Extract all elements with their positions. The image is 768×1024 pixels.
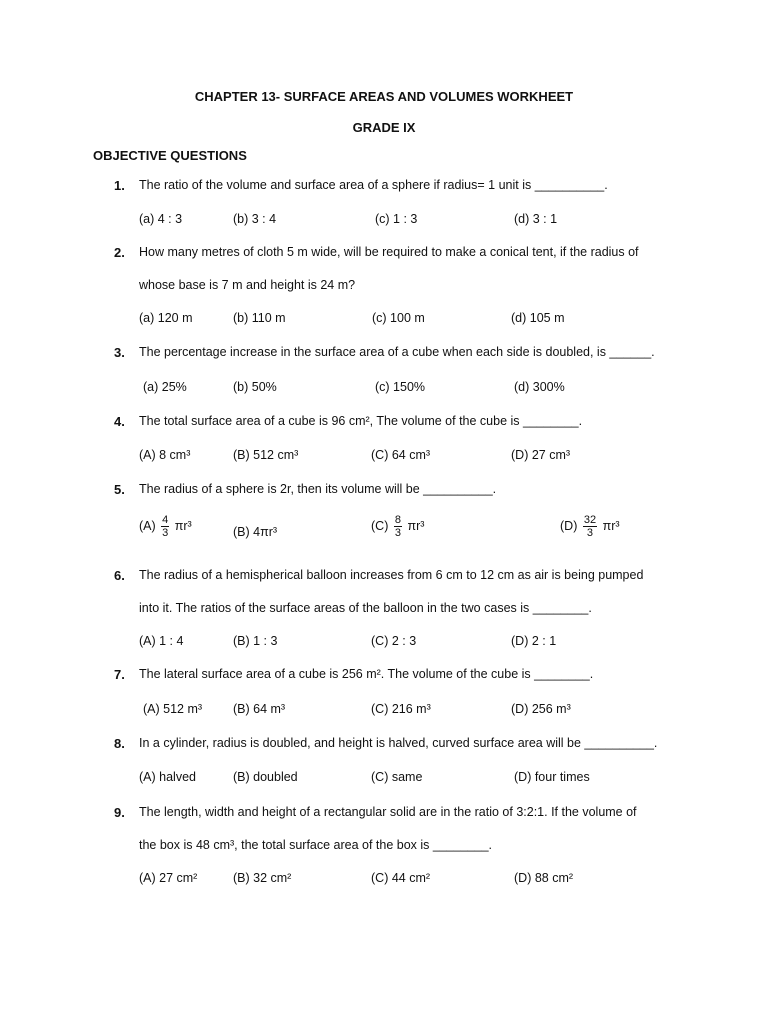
option-label: (A) [139,518,156,533]
grade-label: GRADE IX [352,120,416,135]
question-8-option-b: (B) doubled [233,770,298,784]
question-9-option-a: (A) 27 cm² [139,871,198,885]
question-2-text-line-2: whose base is 7 m and height is 24 m? [139,278,356,292]
question-2-option-d: (d) 105 m [511,311,565,325]
fraction [394,514,402,539]
question-2-number: 2. [114,245,125,260]
fraction-denominator: 3 [586,527,594,539]
question-2-text-line-1: How many metres of cloth 5 m wide, will be required to make a conical tent, if the radius of [139,245,639,259]
option-label: (D) [560,518,578,533]
question-1-option-b: (b) 3 : 4 [233,212,277,226]
fraction-numerator: 8 [394,514,401,526]
option-tail: πr³ [407,518,425,533]
question-3-option-c: (c) 150% [375,380,426,394]
question-7-number: 7. [114,667,125,682]
question-9-number: 9. [114,805,125,820]
question-1-option-a: (a) 4 : 3 [139,212,183,226]
question-6-option-b: (B) 1 : 3 [233,634,278,648]
question-3-number: 3. [114,345,125,360]
question-7-option-c: (C) 216 m³ [371,702,431,716]
question-4-option-b: (B) 512 cm³ [233,448,299,462]
question-9-option-d: (D) 88 cm² [514,871,574,885]
question-2-option-c: (c) 100 m [372,311,425,325]
question-8-number: 8. [114,736,125,751]
question-8-text: In a cylinder, radius is doubled, and height is halved, curved surface area will be __________. [139,736,658,750]
worksheet-title: CHAPTER 13- SURFACE AREAS AND VOLUMES WORKHEET [194,89,574,104]
fraction-numerator: 4 [162,514,169,526]
question-5-text: The radius of a sphere is 2r, then its volume will be __________. [139,482,497,496]
option-label: (C) [371,518,389,533]
option-tail: πr³ [174,518,192,533]
question-7-option-a: (A) 512 m³ [143,702,203,716]
question-8-option-d: (D) four times [514,770,590,784]
question-6-option-a: (A) 1 : 4 [139,634,184,648]
question-9-text-line-2: the box is 48 cm³, the total surface area of the box is ________. [139,838,492,852]
question-6-text-line-2: into it. The ratios of the surface areas of the balloon in the two cases is ________. [139,601,592,615]
question-9-option-c: (C) 44 cm² [371,871,431,885]
question-5-number: 5. [114,482,125,497]
question-5-option-d [560,514,620,539]
question-4-option-c: (C) 64 cm³ [371,448,431,462]
question-4-number: 4. [114,414,125,429]
question-8-option-a: (A) halved [139,770,196,784]
question-7-option-b: (B) 64 m³ [233,702,286,716]
question-5-option-a [139,514,192,539]
question-2-option-a: (a) 120 m [139,311,193,325]
question-1-option-d: (d) 3 : 1 [514,212,558,226]
question-2-option-b: (b) 110 m [233,311,286,325]
fraction-denominator: 3 [162,527,169,539]
question-3-text: The percentage increase in the surface area of a cube when each side is doubled, is ______. [139,345,655,359]
question-6-number: 6. [114,568,125,583]
question-9-text-line-1: The length, width and height of a rectangular solid are in the ratio of 3:2:1. If the volume of [139,805,637,819]
question-8-option-c: (C) same [371,770,423,784]
question-3-option-d: (d) 300% [514,380,565,394]
question-1-option-c: (c) 1 : 3 [375,212,418,226]
question-3-option-a: (a) 25% [143,380,187,394]
question-9-option-b: (B) 32 cm² [233,871,292,885]
question-4-text: The total surface area of a cube is 96 cm², The volume of the cube is ________. [139,414,583,428]
question-6-text-line-1: The radius of a hemispherical balloon increases from 6 cm to 12 cm as air is being pumped [139,568,644,582]
question-7-text: The lateral surface area of a cube is 256 m². The volume of the cube is ________. [139,667,594,681]
fraction-numerator: 32 [583,514,597,526]
fraction [583,514,597,539]
question-4-option-d: (D) 27 cm³ [511,448,571,462]
question-3-option-b: (b) 50% [233,380,277,394]
question-6-option-c: (C) 2 : 3 [371,634,417,648]
question-5-option-c [371,514,424,539]
question-6-option-d: (D) 2 : 1 [511,634,557,648]
question-7-option-d: (D) 256 m³ [511,702,571,716]
question-4-option-a: (A) 8 cm³ [139,448,191,462]
section-heading: OBJECTIVE QUESTIONS [93,148,247,163]
question-1-number: 1. [114,178,125,193]
option-tail: πr³ [602,518,620,533]
fraction-denominator: 3 [394,527,401,539]
fraction [161,514,169,539]
question-5-option-b: (B) 4πr³ [233,525,278,539]
question-1-text: The ratio of the volume and surface area of a sphere if radius= 1 unit is __________. [139,178,608,192]
